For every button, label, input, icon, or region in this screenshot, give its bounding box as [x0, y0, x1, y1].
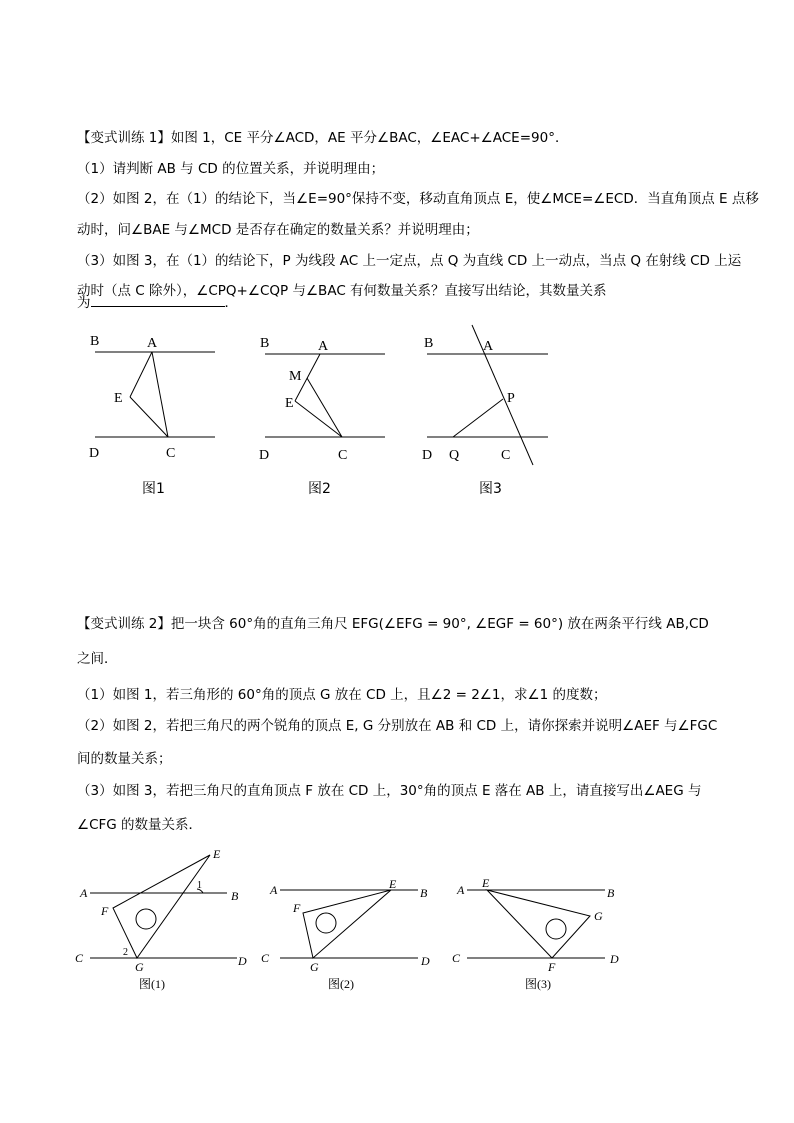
figure-caption: 图(2) — [328, 977, 354, 991]
exercise2-q3-line1: （3）如图 3，若把三角尺的直角顶点 F 放在 CD 上，30°角的顶点 E 落在 AB 上，请直接写出∠AEG 与 — [77, 783, 702, 799]
exercise2-heading-line2: 之间． — [77, 651, 118, 667]
label-D: D — [422, 448, 433, 463]
label-A: A — [457, 883, 465, 897]
label-D: D — [89, 446, 100, 461]
figure-caption: 图3 — [479, 481, 502, 497]
label-B: B — [231, 889, 239, 903]
label-C: C — [166, 446, 176, 461]
exercise2-figure3 — [445, 845, 625, 995]
label-B: B — [260, 336, 270, 351]
label-F: F — [293, 901, 301, 915]
label-F: F — [548, 960, 556, 974]
label-C: C — [75, 951, 84, 965]
label-E: E — [285, 396, 294, 411]
label-C: C — [338, 448, 348, 463]
label-D: D — [238, 954, 247, 968]
label-P: P — [507, 391, 515, 406]
label-E: E — [114, 391, 123, 406]
exercise2-figure2 — [258, 845, 438, 995]
exercise2-heading: 【变式训练 2】把一块含 60°角的直角三角尺 EFG(∠EFG = 90°, ∠EGF = 60°) 放在两条平行线 AB,CD — [77, 616, 709, 632]
label-D: D — [421, 954, 430, 968]
label-B: B — [424, 336, 434, 351]
exercise1-figure2 — [250, 325, 400, 500]
label-D: D — [610, 952, 619, 966]
label-F: F — [101, 904, 109, 918]
answer-suffix: ． — [224, 295, 238, 311]
label-A: A — [147, 336, 158, 351]
label-C: C — [261, 951, 270, 965]
figure-caption: 图(3) — [525, 977, 551, 991]
label-B: B — [90, 334, 100, 349]
label-B: B — [420, 886, 428, 900]
label-A: A — [270, 883, 278, 897]
label-B: B — [607, 886, 615, 900]
exercise1-q3-line1: （3）如图 3，在（1）的结论下，P 为线段 AC 上一定点，点 Q 为直线 CD 上一动点，当点 Q 在射线 CD 上运 — [77, 253, 742, 269]
exercise2-q2-line1: （2）如图 2，若把三角尺的两个锐角的顶点 E, G 分别放在 AB 和 CD 上，请你探索并说明∠AEF 与∠FGC — [77, 718, 718, 734]
label-G: G — [310, 960, 319, 974]
label-G: G — [594, 909, 603, 923]
label-E: E — [389, 877, 397, 891]
figure-caption: 图(1) — [139, 977, 165, 991]
exercise1-q3-line2: 动时（点 C 除外），∠CPQ+∠CQP 与∠BAC 有何数量关系？直接写出结论，其数量关系 — [77, 283, 607, 299]
exercise1-figure3 — [415, 320, 565, 500]
angle-2-label: 2 — [123, 947, 128, 958]
exercise2-figure1 — [72, 845, 252, 995]
label-E: E — [213, 847, 221, 861]
figure-caption: 图2 — [308, 481, 331, 497]
exercise2-q2-line2: 间的数量关系； — [77, 751, 172, 767]
exercise1-q2-line2: 动时，问∠BAE 与∠MCD 是否存在确定的数量关系？并说明理由； — [77, 222, 479, 238]
answer-prefix: 为 — [77, 295, 91, 311]
angle-1-label: 1 — [197, 880, 202, 891]
label-E: E — [482, 876, 490, 890]
label-A: A — [80, 886, 88, 900]
label-D: D — [259, 448, 270, 463]
label-A: A — [318, 339, 329, 354]
exercise2-q3-line2: ∠CFG 的数量关系． — [77, 817, 203, 833]
label-A: A — [483, 339, 494, 354]
label-C: C — [501, 448, 511, 463]
exercise1-q3-line3 — [77, 292, 238, 313]
exercise1-q2-line1: （2）如图 2，在（1）的结论下，当∠E=90°保持不变，移动直角顶点 E，使∠MCE=∠ECD．当直角顶点 E 点移 — [77, 191, 759, 207]
label-M: M — [289, 369, 302, 384]
label-G: G — [135, 960, 144, 974]
exercise2-q1: （1）如图 1，若三角形的 60°角的顶点 G 放在 CD 上，且∠2 = 2∠1，求∠1 的度数； — [77, 687, 607, 703]
exercise1-heading: 【变式训练 1】如图 1，CE 平分∠ACD，AE 平分∠BAC，∠EAC+∠ACE=90°． — [77, 130, 569, 146]
exercise1-q1: （1）请判断 AB 与 CD 的位置关系，并说明理由； — [77, 161, 385, 177]
figure-caption: 图1 — [142, 481, 165, 497]
label-Q: Q — [449, 448, 460, 463]
label-C: C — [452, 951, 461, 965]
answer-blank[interactable] — [91, 292, 225, 307]
exercise1-figure1 — [80, 325, 230, 500]
